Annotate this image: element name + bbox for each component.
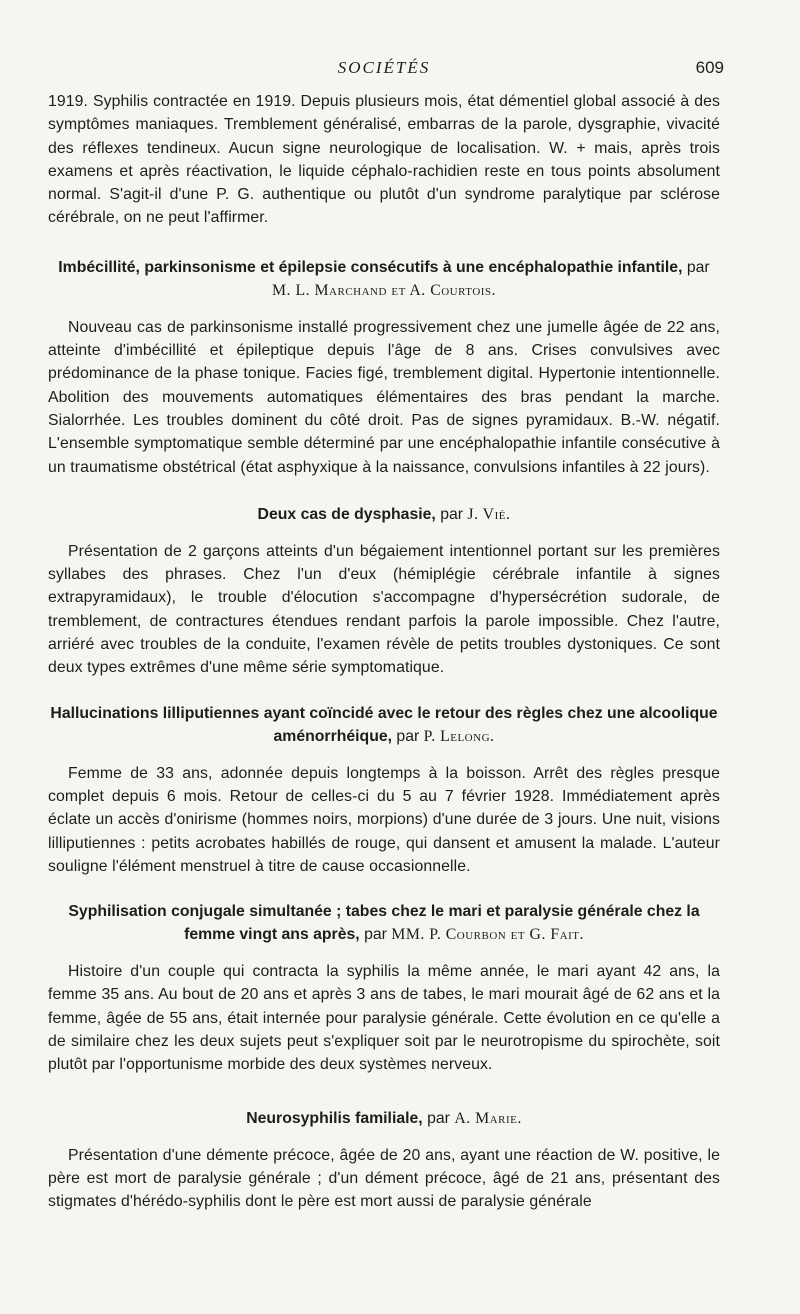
article-marchand-courtois <box>48 256 720 479</box>
article-body: Histoire d'un couple qui contracta la syphilis la même année, le mari ayant 42 ans, la femme 35 ans. Au bout de 20 ans et après 3 ans de tabes, le mari mourait âgé de 62 ans et la femme, âgée de 55 ans, était internée pour paralysie générale. Cette évolution en ce qu'elle a de similaire chez les deux sujets peut s'expliquer soit par le neurotropisme du spirochète, soit plutôt par l'opportunisme morbide des deux systèmes nerveux. <box>48 963 720 1074</box>
article-title-text: Syphilisation conjugale simultanée ; tabes chez le mari et paralysie générale chez la femme vingt ans après, <box>68 903 700 944</box>
article-title <box>48 900 720 946</box>
continuation-paragraph: 1919. Syphilis contractée en 1919. Depuis plusieurs mois, état démentiel global associé à des symptômes maniaques. Tremblement généralisé, embarras de la parole, dysgraphie, vivacité des réflexes tendineux. Aucun signe neurologique de localisation. W. + mais, après trois examens et après réactivation, le liquide céphalo-rachidien reste en tous points absolument normal. S'agit-il d'une P. G. authentique ou plutôt d'un syndrome paralytique par sclérose cérébrale, on ne peut l'affirmer. <box>48 93 720 227</box>
article-lelong <box>48 702 720 878</box>
article-courbon-fait <box>48 900 720 1076</box>
article-title-text: Hallucinations lilliputiennes ayant coïncidé avec le retour des règles chez une alcoolique aménorrhéique, <box>50 704 718 745</box>
article-by: par <box>686 258 710 276</box>
article-title <box>48 503 720 526</box>
article-by: par <box>427 1109 450 1127</box>
article-title <box>48 256 720 302</box>
article-title-text: Imbécillité, parkinsonisme et épilepsie consécutifs à une encéphalopathie infantile, <box>58 258 683 276</box>
article-authors: MM. P. Courbon et G. Fait. <box>391 926 584 944</box>
article-by: par <box>364 926 387 944</box>
article-body: Nouveau cas de parkinsonisme installé progressivement chez une jumelle âgée de 22 ans, atteinte d'imbécillité et épileptique depuis l'âge de 8 ans. Crises convulsives avec prédominance de la phase tonique. Facies figé, tremblement digital. Hypertonie intentionnelle. Abolition des mouvements automatiques élémentaires des bras pendant la marche. Sialorrhée. Les troubles dominent du côté droit. Pas de signes pyramidaux. B.-W. négatif. L'ensemble symptomatique semble déterminé par une encéphalopathie infantile consécutive à un traumatisme obstétrical (état asphyxique à la naissance, convulsions infantiles à 22 jours). <box>48 318 720 476</box>
article-authors: J. Vié. <box>467 505 511 523</box>
article-title-text: Deux cas de dysphasie, <box>257 505 436 523</box>
running-title: SOCIÉTÉS <box>337 58 431 77</box>
article-title <box>48 702 720 748</box>
article-body: Présentation d'une démente précoce, âgée de 20 ans, ayant une réaction de W. positive, le père est mort de paralysie générale ; d'un dément précoce, âgé de 21 ans, présentant des stigmates d'hérédo-syphilis dont le père est mort aussi de paralysie générale <box>48 1146 720 1211</box>
article-authors: M. L. Marchand et A. Courtois. <box>272 281 496 299</box>
article-marie <box>48 1107 720 1214</box>
article-authors: P. Lelong. <box>423 727 495 745</box>
running-head <box>48 52 724 82</box>
article-vie <box>48 503 720 680</box>
article-title-text: Neurosyphilis familiale, <box>246 1109 423 1127</box>
article-by: par <box>396 727 420 745</box>
article-body: Femme de 33 ans, adonnée depuis longtemps à la boisson. Arrêt des règles presque complet depuis 6 mois. Retour de celles-ci du 5 au 7 février 1928. Immédiatement après éclate un accès d'onirisme (hommes noirs, morpions) d'une durée de 3 jours. Une nuit, visions lilliputiennes : petits acrobates habillés de rouge, qui dansent et amusent la malade. L'auteur souligne l'élément menstruel à titre de cause occasionnelle. <box>48 764 720 875</box>
page-number: 609 <box>695 58 724 77</box>
article-title <box>48 1107 720 1130</box>
article-by: par <box>440 505 464 523</box>
article-authors: A. Marie. <box>454 1109 522 1127</box>
article-body: Présentation de 2 garçons atteints d'un bégaiement intentionnel portant sur les premières syllabes des phrases. Chez l'un d'eux (hémiplégie cérébrale infantile à signes extrapyramidaux), le trouble d'élocution s'accompagne d'hypersécrétion sudorale, de tremblement, de contractures étendues rendant parfois la parole impossible. Chez l'autre, arriéré avec troubles de la conduite, l'examen révèle de petits troubles dystoniques. Ce sont deux types extrêmes d'une même série symptomatique. <box>48 542 720 677</box>
